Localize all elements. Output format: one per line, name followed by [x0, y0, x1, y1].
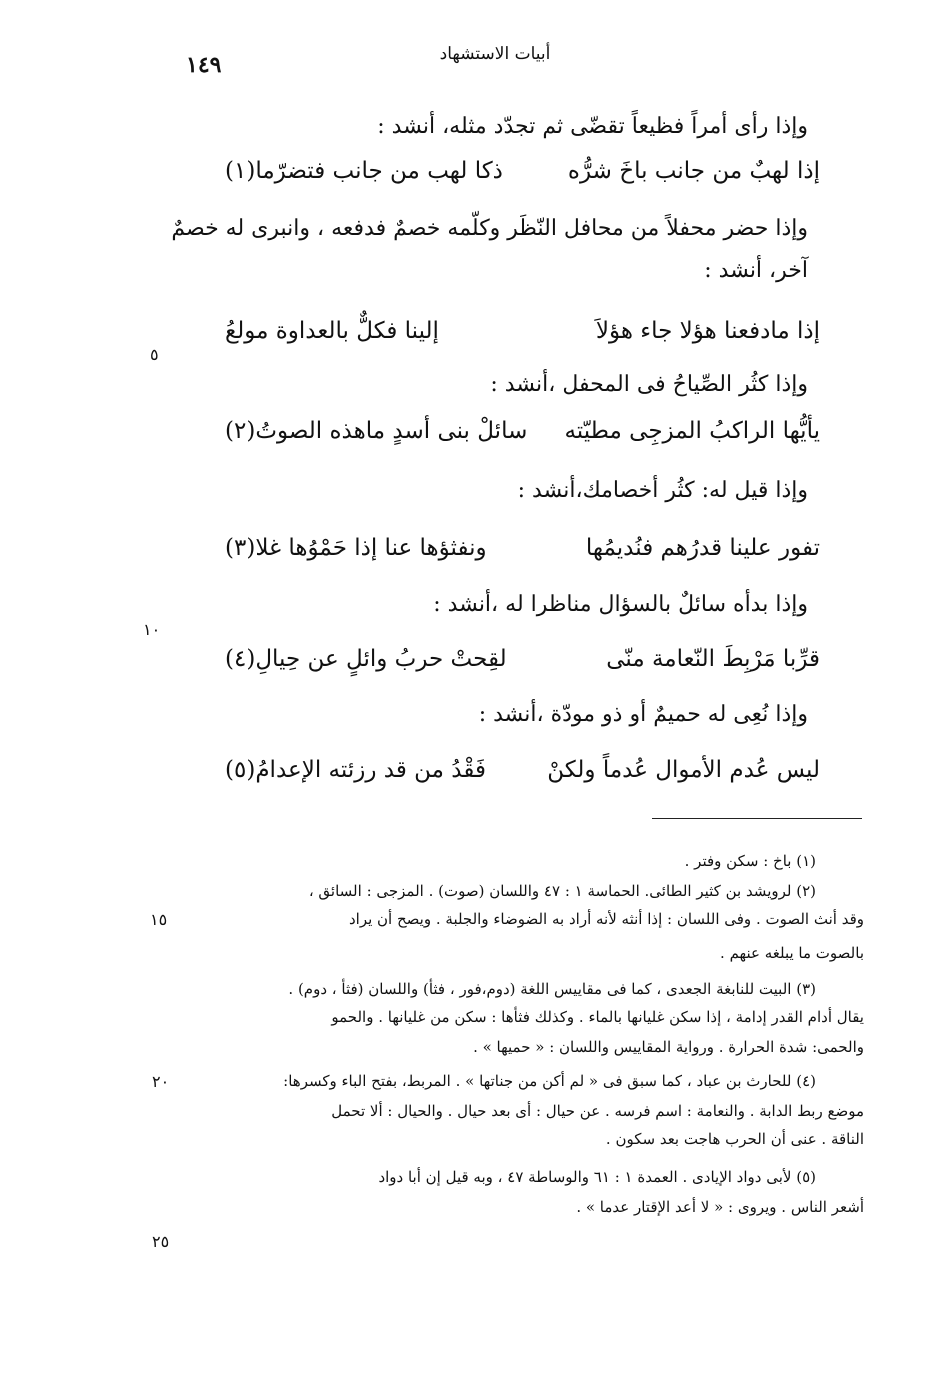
- footnote-line: (٣) البيت للنابغة الجعدى ، كما فى مقاييس اللغة (دوم،فور ، فثأ) واللسان (فثأ ، دوم) .: [288, 980, 816, 998]
- margin-line-number: ٢٥: [152, 1232, 170, 1251]
- verse-second-hemistich: لقِحتْ حربُ وائلٍ عن حِيالِ(٤): [225, 646, 507, 672]
- footnote-line: أشعر الناس . ويروى : « لا أعد الإقتار عدما » .: [576, 1198, 864, 1216]
- footnote-line: وقد أنث الصوت . وفى اللسان : إذا أنثه لأنه أراد به الضوضاء والجلبة . ويصح أن يراد: [348, 910, 864, 928]
- verse-first-hemistich: قرِّبا مَرْبِطَ النّعامة منّى: [606, 646, 820, 672]
- margin-line-number: ١٠: [143, 620, 161, 639]
- footnote-line: بالصوت ما يبلغه عنهم .: [720, 944, 864, 962]
- margin-line-number: ٢٠: [152, 1072, 170, 1091]
- margin-line-number: ٥: [150, 345, 159, 364]
- verse-first-hemistich: يأيُّها الراكبُ المزجِى مطيّته: [564, 418, 820, 444]
- prose-line: وإذا بدأه سائلٌ بالسؤال مناظرا له ،أنشد :: [433, 592, 808, 617]
- prose-line: وإذا حضر محفلاً من محافل النّظَر وكلّمه خصمٌ فدفعه ، وانبرى له خصمٌ: [171, 216, 808, 241]
- margin-line-number: ١٥: [150, 910, 168, 929]
- footnote-line: (١) باخ : سكن وفتر .: [684, 852, 816, 870]
- verse-line: [225, 757, 820, 791]
- footnote-line: (٢) لرويشد بن كثير الطائى. الحماسة ١ : ٤٧ واللسان (صوت) . المزجى : السائق ،: [308, 882, 816, 900]
- prose-line: وإذا قيل له: كثُر أخصامك،أنشد :: [517, 478, 808, 503]
- footnote-line: والحمى: شدة الحرارة . ورواية المقاييس واللسان : « حميها » .: [473, 1038, 864, 1056]
- prose-line: وإذا كثُر الصِّياحُ فى المحفل ،أنشد :: [490, 372, 808, 397]
- footnote-line: موضع ربط الدابة . والنعامة : اسم فرسه . عن حيال : أى بعد حيال . والحيال : ألا تحمل: [331, 1102, 864, 1120]
- prose-line: وإذا نُعِى له حميمٌ أو ذو مودّة ،أنشد :: [478, 702, 808, 727]
- verse-second-hemistich: ذكا لهب من جانب فتضرّما(١): [225, 158, 503, 184]
- verse-second-hemistich: ونفثؤها عنا إذا حَمْوُها غلا(٣): [225, 535, 487, 561]
- verse-line: [225, 646, 820, 680]
- verse-first-hemistich: ليس عُدم الأموال عُدماً ولكنْ: [547, 757, 820, 783]
- footnote-line: الناقة . عنى أن الحرب هاجت بعد سكون .: [605, 1130, 864, 1148]
- verse-first-hemistich: تفور علينا قدرُهم فنُديمُها: [585, 535, 820, 561]
- verse-second-hemistich: فَقْدُ من قد رزئته الإعدامُ(٥): [225, 757, 486, 783]
- prose-line: آخر، أنشد :: [704, 258, 808, 283]
- footnote-line: (٤) للحارث بن عباد ، كما سبق فى « لم أكن من جناتها » . المربط، بفتح الباء وكسرها:: [283, 1072, 816, 1090]
- verse-line: [225, 418, 820, 452]
- footnote-line: (٥) لأبى دواد الإيادى . العمدة ١ : ٦١ والوساطة ٤٧ ، وبه قيل إن أبا دواد: [378, 1168, 816, 1186]
- verse-first-hemistich: إذا لهبٌ من جانب باخَ شرُّه: [567, 158, 820, 184]
- page-number: ١٤٩: [186, 52, 222, 78]
- verse-line: [225, 158, 820, 192]
- verse-line: [225, 535, 820, 569]
- footnote-line: يقال أدام القدر إدامة ، إذا سكن غليانها بالماء . وكذلك فثأها : سكن من غليانها . والحمو: [331, 1008, 864, 1026]
- verse-line: [225, 318, 820, 352]
- verse-second-hemistich: سائلْ بنى أسدٍ ماهذه الصوتُ(٢): [225, 418, 528, 444]
- verse-second-hemistich: إلينا فكلٌّ بالعداوة مولعُ: [225, 318, 439, 344]
- footnote-separator: [652, 818, 862, 819]
- running-header-title: أبيات الاستشهاد: [439, 44, 551, 64]
- prose-line: وإذا رأى أمراً فظيعاً تقضّى ثم تجدّد مثله، أنشد :: [377, 114, 808, 139]
- verse-first-hemistich: إذا مادفعنا هؤلا جاء هؤلاَ: [595, 318, 820, 344]
